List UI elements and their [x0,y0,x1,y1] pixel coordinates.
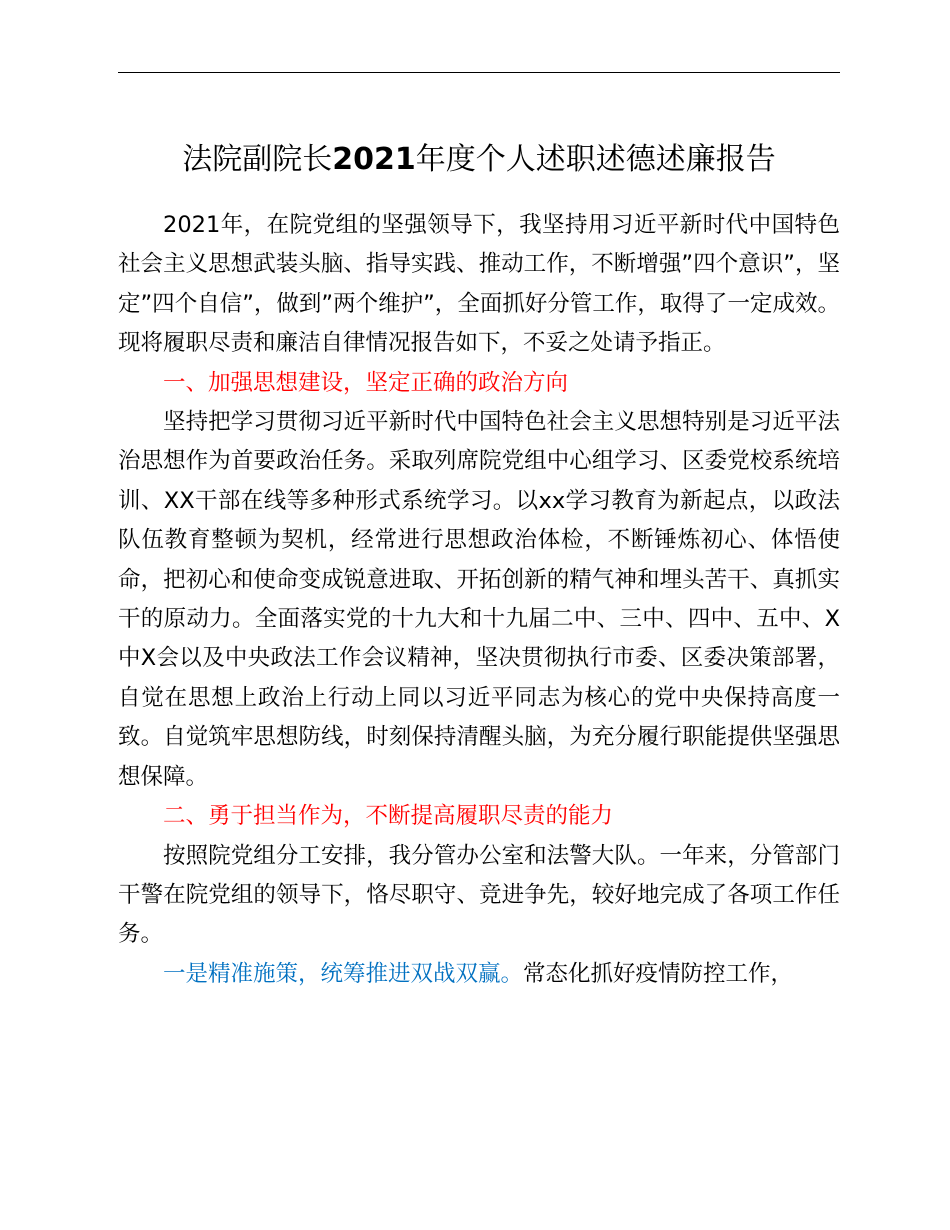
document-title [118,138,840,182]
section-1-paragraph: 坚持把学习贯彻习近平新时代中国特色社会主义思想特别是习近平法治思想作为首要政治任务。采取列席院党组中心组学习、区委党校系统培训、XX干部在线等多种形式系统学习。以xx学习教育为新起点，以政法队伍教育整顿为契机，经常进行思想政治体检，不断锤炼初心、体悟使命，把初心和使命变成锐意进取、开拓创新的精气神和埋头苦干、真抓实干的原动力。全面落实党的十九大和十九届二中、三中、四中、五中、X中X会以及中央政法工作会议精神，坚决贯彻执行市委、区委决策部署，自觉在思想上政治上行动上同以习近平同志为核心的党中央保持高度一致。自觉筑牢思想防线，时刻保持清醒头脑，为充分履行职能提供坚强思想保障。 [118,409,840,790]
section-2-heading: 二、勇于担当作为，不断提高履职尽责的能力 [163,803,614,830]
section-2-paragraph: 按照院党组分工安排，我分管办公室和法警大队。一年来，分管部门干警在院党组的领导下，恪尽职守、竞进争先，较好地完成了各项工作任务。 [118,842,840,948]
section-1-heading: 一、加强思想建设，坚定正确的政治方向 [163,369,569,396]
intro-paragraph: 2021年，在院党组的坚强领导下，我坚持用习近平新时代中国特色社会主义思想武装头脑、指导实践、推动工作，不断增强”四个意识”，坚定”四个自信”，做到”两个维护”，全面抓好分管工作，取得了一定成效。现将履职尽责和廉洁自律情况报告如下，不妥之处请予指正。 [118,212,840,357]
header-rule [118,72,840,73]
title-year: 2021 [332,142,416,177]
item-1-text: 常态化抓好疫情防控工作， [523,960,794,987]
title-suffix: 年度个人述职述德述廉报告 [415,142,776,177]
section-2-item-1 [118,955,840,994]
document-body [118,206,840,994]
title-prefix: 法院副院长 [182,142,333,177]
item-1-lead: 一是精准施策，统筹推进双战双赢。 [163,960,524,987]
